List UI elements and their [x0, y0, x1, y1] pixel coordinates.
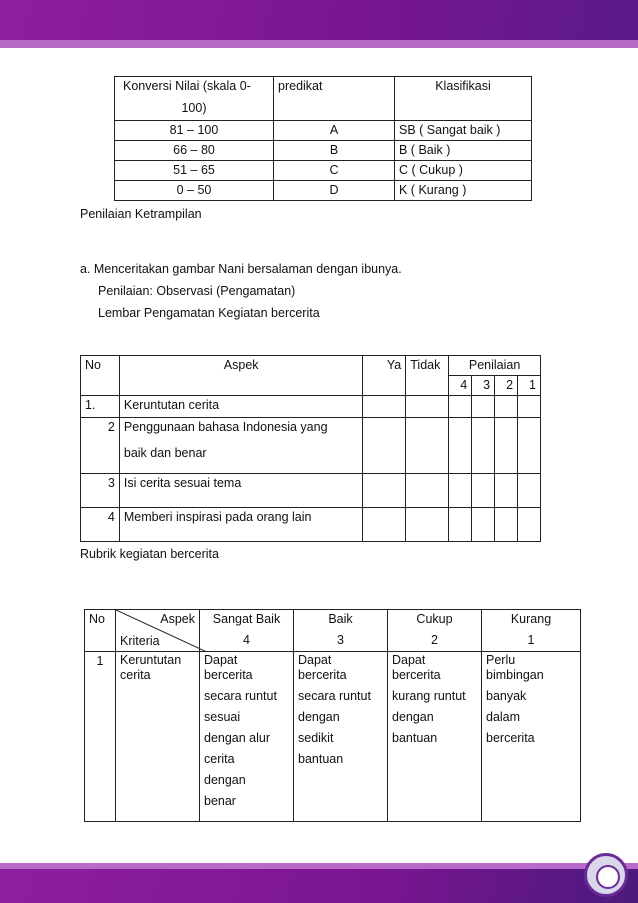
desc-line: bercerita — [204, 668, 253, 682]
col-score: 1 — [527, 633, 535, 647]
cell-tidak — [406, 474, 449, 508]
cell-range: 51 – 65 — [115, 161, 274, 181]
cell-score — [449, 396, 472, 418]
header-konversi-line1: Konversi Nilai (skala 0- — [123, 79, 251, 93]
circle-logo-icon — [584, 853, 628, 897]
score-header: 4 — [449, 376, 472, 396]
cell-score — [472, 418, 495, 474]
desc-line: cerita — [204, 752, 235, 766]
table-row — [115, 141, 532, 161]
cell-score — [518, 508, 541, 542]
cell-ya — [363, 418, 406, 474]
cell-score — [472, 508, 495, 542]
header-kriteria: Kriteria — [120, 634, 160, 648]
cell-predikat: D — [274, 181, 395, 201]
cell-cukup — [388, 652, 482, 822]
cell-kurang — [482, 652, 581, 822]
cell-no: 3 — [81, 474, 120, 508]
heading-penilaian-ketrampilan: Penilaian Ketrampilan — [80, 207, 202, 221]
penilaian-observasi-text: Penilaian: Observasi (Pengamatan) — [98, 284, 296, 298]
header-aspek: Aspek — [160, 612, 195, 626]
desc-line: sedikit — [298, 731, 334, 745]
cell-klasifikasi: K ( Kurang ) — [395, 181, 532, 201]
desc-line: bercerita — [298, 668, 347, 682]
desc-line: dengan — [298, 710, 340, 724]
cell-no: 2 — [81, 418, 120, 474]
desc-line: secara runtut — [204, 689, 277, 703]
header-penilaian: Penilaian — [449, 356, 541, 376]
aspek-text: Keruntutan cerita — [123, 398, 220, 412]
score-header: 1 — [518, 376, 541, 396]
cell-aspek — [119, 474, 363, 508]
cell-ya — [363, 508, 406, 542]
aspek-text: Isi cerita sesuai tema — [123, 476, 242, 490]
header-aspek: Aspek — [119, 356, 363, 396]
header-ya: Ya — [363, 356, 406, 396]
rubric-table — [84, 609, 581, 822]
header-kurang — [482, 610, 581, 652]
cell-tidak — [406, 508, 449, 542]
cell-baik — [294, 652, 388, 822]
header-tidak: Tidak — [406, 356, 449, 396]
col-score: 4 — [243, 633, 250, 647]
col-score: 2 — [431, 633, 438, 647]
cell-no: 4 — [81, 508, 120, 542]
cell-ya — [363, 396, 406, 418]
cell-ya — [363, 474, 406, 508]
header-cukup — [388, 610, 482, 652]
aspek-text: Memberi inspirasi pada orang lain — [123, 510, 312, 524]
kriteria-line: cerita — [120, 668, 151, 682]
cell-score — [518, 396, 541, 418]
heading-rubrik: Rubrik kegiatan bercerita — [80, 547, 219, 561]
aspek-text-line2: baik dan benar — [123, 446, 207, 460]
desc-line: bimbingan — [486, 668, 544, 682]
table-row — [115, 181, 532, 201]
score-header: 2 — [495, 376, 518, 396]
desc-line: kurang runtut — [392, 689, 466, 703]
table-row — [81, 418, 541, 474]
header-klasifikasi: Klasifikasi — [395, 77, 532, 121]
desc-line: banyak — [486, 689, 527, 703]
header-baik — [294, 610, 388, 652]
desc-line: bercerita — [486, 731, 535, 745]
desc-line: sesuai — [204, 710, 241, 724]
desc-line: bantuan — [392, 731, 438, 745]
header-aspek-kriteria — [116, 610, 200, 652]
desc-line: secara runtut — [298, 689, 371, 703]
desc-line: Dapat — [204, 653, 238, 667]
conversion-table — [114, 76, 532, 201]
cell-no: 1. — [81, 396, 120, 418]
header-no: No — [81, 356, 120, 396]
desc-line: bantuan — [298, 752, 344, 766]
cell-range: 66 – 80 — [115, 141, 274, 161]
table-header-row — [81, 356, 541, 376]
desc-line: dalam — [486, 710, 521, 724]
header-konversi — [115, 77, 274, 121]
desc-line: Perlu — [486, 653, 516, 667]
col-label: Sangat Baik — [212, 612, 281, 626]
cell-klasifikasi: SB ( Sangat baik ) — [395, 121, 532, 141]
aspek-text: Penggunaan bahasa Indonesia yang — [123, 420, 328, 434]
table-row — [85, 652, 581, 822]
cell-range: 81 – 100 — [115, 121, 274, 141]
cell-tidak — [406, 418, 449, 474]
table-row — [115, 161, 532, 181]
cell-no: 1 — [85, 652, 116, 822]
desc-line: Dapat — [298, 653, 332, 667]
lembar-pengamatan-text: Lembar Pengamatan Kegiatan bercerita — [98, 306, 320, 320]
kriteria-line: Keruntutan — [120, 653, 182, 667]
table-header-row — [115, 77, 532, 121]
header-predikat: predikat — [274, 77, 395, 121]
table-row — [81, 474, 541, 508]
cell-score — [449, 508, 472, 542]
cell-range: 0 – 50 — [115, 181, 274, 201]
cell-score — [449, 418, 472, 474]
cell-score — [472, 396, 495, 418]
cell-predikat: C — [274, 161, 395, 181]
table-header-row — [85, 610, 581, 652]
item-a-text: a. Menceritakan gambar Nani bersalaman dengan ibunya. — [80, 262, 402, 276]
observation-table — [80, 355, 541, 542]
table-row — [115, 121, 532, 141]
score-header: 3 — [472, 376, 495, 396]
cell-score — [518, 474, 541, 508]
cell-sangat-baik — [200, 652, 294, 822]
cell-aspek — [119, 508, 363, 542]
cell-tidak — [406, 396, 449, 418]
col-label: Kurang — [510, 612, 552, 626]
cell-score — [495, 508, 518, 542]
header-no: No — [85, 610, 116, 652]
cell-aspek — [119, 396, 363, 418]
cell-predikat: A — [274, 121, 395, 141]
cell-score — [495, 396, 518, 418]
desc-line: benar — [204, 794, 236, 808]
cell-score — [518, 418, 541, 474]
desc-line: dengan alur — [204, 731, 271, 745]
col-label: Baik — [328, 612, 353, 626]
cell-klasifikasi: C ( Cukup ) — [395, 161, 532, 181]
table-row — [81, 396, 541, 418]
cell-score — [495, 418, 518, 474]
desc-line: dengan — [392, 710, 434, 724]
header-konversi-line2: 100) — [181, 101, 207, 115]
cell-klasifikasi: B ( Baik ) — [395, 141, 532, 161]
table-row — [81, 508, 541, 542]
desc-line: Dapat — [392, 653, 426, 667]
header-band — [0, 0, 638, 48]
cell-aspek — [119, 418, 363, 474]
cell-score — [472, 474, 495, 508]
header-sangat-baik — [200, 610, 294, 652]
cell-kriteria — [116, 652, 200, 822]
footer-band — [0, 863, 638, 903]
col-label: Cukup — [416, 612, 453, 626]
cell-score — [449, 474, 472, 508]
cell-predikat: B — [274, 141, 395, 161]
col-score: 3 — [337, 633, 344, 647]
desc-line: dengan — [204, 773, 246, 787]
cell-score — [495, 474, 518, 508]
desc-line: bercerita — [392, 668, 441, 682]
